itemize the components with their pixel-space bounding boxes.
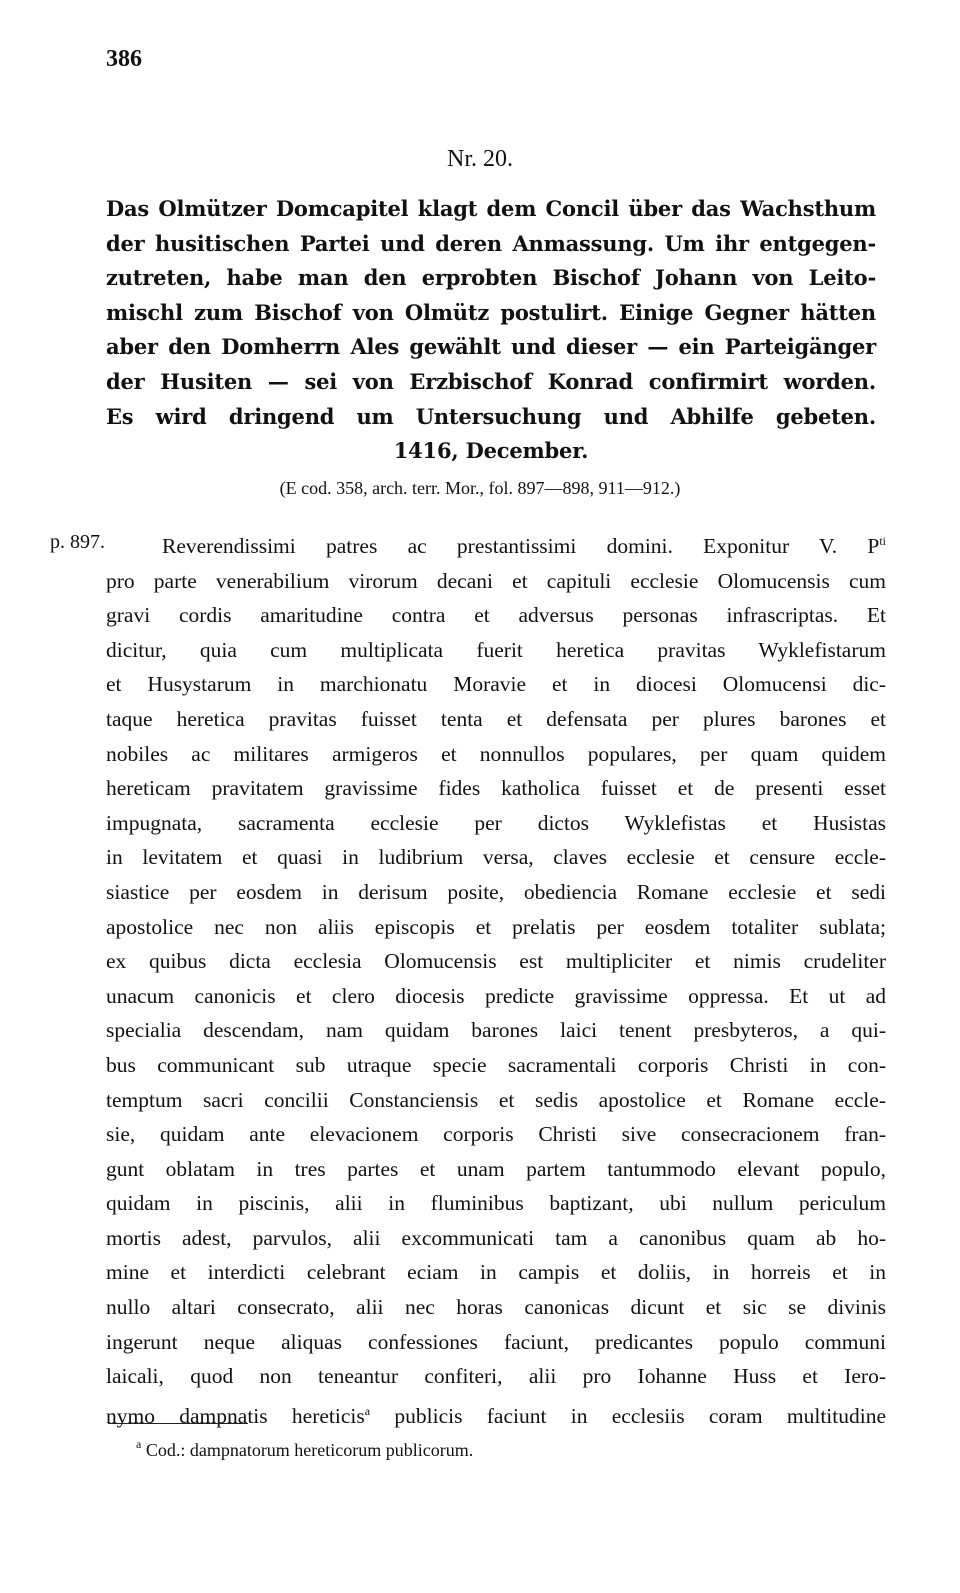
body-line-text: publicis faciunt in ecclesiis coram multitudine bbox=[370, 1403, 887, 1428]
document-number: Nr. 20. bbox=[447, 146, 513, 172]
summary-date: 1416, December. bbox=[393, 438, 589, 464]
body-line: nobiles ac militares armigeros et nonnullos populares, per quam quidem bbox=[106, 741, 886, 766]
footnote bbox=[136, 1437, 473, 1461]
summary-line: der husitischen Partei und deren Anmassung. Um ihr entgegen- bbox=[106, 230, 876, 256]
body-line: dicitur, quia cum multiplicata fuerit heretica pravitas Wyklefistarum bbox=[106, 637, 886, 662]
body-line: pro parte venerabilium virorum decani et capituli ecclesie Olomucensis cum bbox=[106, 568, 886, 593]
summary-line: mischl zum Bischof von Olmütz postulirt. Einige Gegner hätten bbox=[106, 299, 876, 325]
body-line: sie, quidam ante elevacionem corporis Christi sive consecracionem fran- bbox=[106, 1122, 886, 1147]
body-line: temptum sacri concilii Constanciensis et sedis apostolice et Romane eccle- bbox=[106, 1087, 886, 1112]
footnote-separator bbox=[108, 1423, 248, 1424]
margin-page-reference: p. 897. bbox=[50, 531, 105, 553]
body-line-text: nymo dampnatis hereticis bbox=[106, 1403, 365, 1428]
body-line: in levitatem et quasi in ludibrium versa, claves ecclesie et censure eccle- bbox=[106, 845, 886, 870]
footnote-text: Cod.: dampnatorum hereticorum publicorum. bbox=[145, 1440, 474, 1460]
body-line: bus communicant sub utraque specie sacramentali corporis Christi in con- bbox=[106, 1052, 886, 1077]
summary-line: zutreten, habe man den erprobten Bischof Johann von Leito- bbox=[106, 265, 876, 291]
body-line: gravi cordis amaritudine contra et adversus personas infrascriptas. Et bbox=[106, 603, 886, 628]
body-line: impugnata, sacramenta ecclesie per dictos Wyklefistas et Husistas bbox=[106, 810, 886, 835]
body-line: gunt oblatam in tres partes et unam partem tantummodo elevant populo, bbox=[106, 1156, 886, 1181]
body-line: unacum canonicis et clero diocesis predicte gravissime oppressa. Et ut ad bbox=[106, 983, 886, 1008]
document-summary bbox=[106, 192, 876, 469]
summary-line: aber den Domherrn Ales gewählt und dieser — ein Parteigänger bbox=[106, 334, 876, 360]
body-line: laicali, quod non teneantur confiteri, alii pro Iohanne Huss et Iero- bbox=[106, 1364, 886, 1389]
body-line: mortis adest, parvulos, alii excommunicati tam a canonibus quam ab ho- bbox=[106, 1225, 886, 1250]
body-line bbox=[106, 1394, 886, 1434]
body-line-text: Reverendissimi patres ac prestantissimi domini. Exponitur V. P bbox=[162, 534, 880, 558]
body-line: apostolice nec non aliis episcopis et prelatis per eosdem totaliter sublata; bbox=[106, 914, 886, 939]
summary-line: Es wird dringend um Untersuchung und Abhilfe gebeten. bbox=[106, 403, 876, 429]
footnote-marker: a bbox=[364, 1403, 371, 1418]
footnote-marker: a bbox=[136, 1437, 142, 1451]
summary-line: Das Olmützer Domcapitel klagt dem Concil über das Wachsthum bbox=[106, 196, 876, 221]
body-line: nullo altari consecrato, alii nec horas canonicas dicunt et sic se divinis bbox=[106, 1295, 886, 1320]
body-line: ingerunt neque aliquas confessiones faciunt, predicantes populo communi bbox=[106, 1329, 886, 1354]
body-line bbox=[106, 524, 886, 564]
document-body bbox=[106, 524, 886, 1433]
body-line: hereticam pravitatem gravissime fides katholica fuisset et de presenti esset bbox=[106, 776, 886, 801]
body-line: mine et interdicti celebrant eciam in campis et doliis, in horreis et in bbox=[106, 1260, 886, 1285]
page-number: 386 bbox=[106, 46, 142, 72]
body-line: taque heretica pravitas fuisset tenta et defensata per plures barones et bbox=[106, 706, 886, 731]
body-line: specialia descendam, nam quidam barones laici tenent presbyteros, a qui- bbox=[106, 1018, 886, 1043]
source-citation: (E cod. 358, arch. terr. Mor., fol. 897—898, 911—912.) bbox=[279, 478, 681, 498]
superscript-abbreviation: ti bbox=[879, 534, 886, 548]
summary-line: der Husiten — sei von Erzbischof Konrad confirmirt worden. bbox=[106, 368, 876, 394]
body-line: et Husystarum in marchionatu Moravie et in diocesi Olomucensi dic- bbox=[106, 672, 886, 697]
body-line: ex quibus dicta ecclesia Olomucensis est multipliciter et nimis crudeliter bbox=[106, 949, 886, 974]
body-line: siastice per eosdem in derisum posite, obediencia Romane ecclesie et sedi bbox=[106, 879, 886, 904]
body-line: quidam in piscinis, alii in fluminibus baptizant, ubi nullum periculum bbox=[106, 1191, 886, 1216]
